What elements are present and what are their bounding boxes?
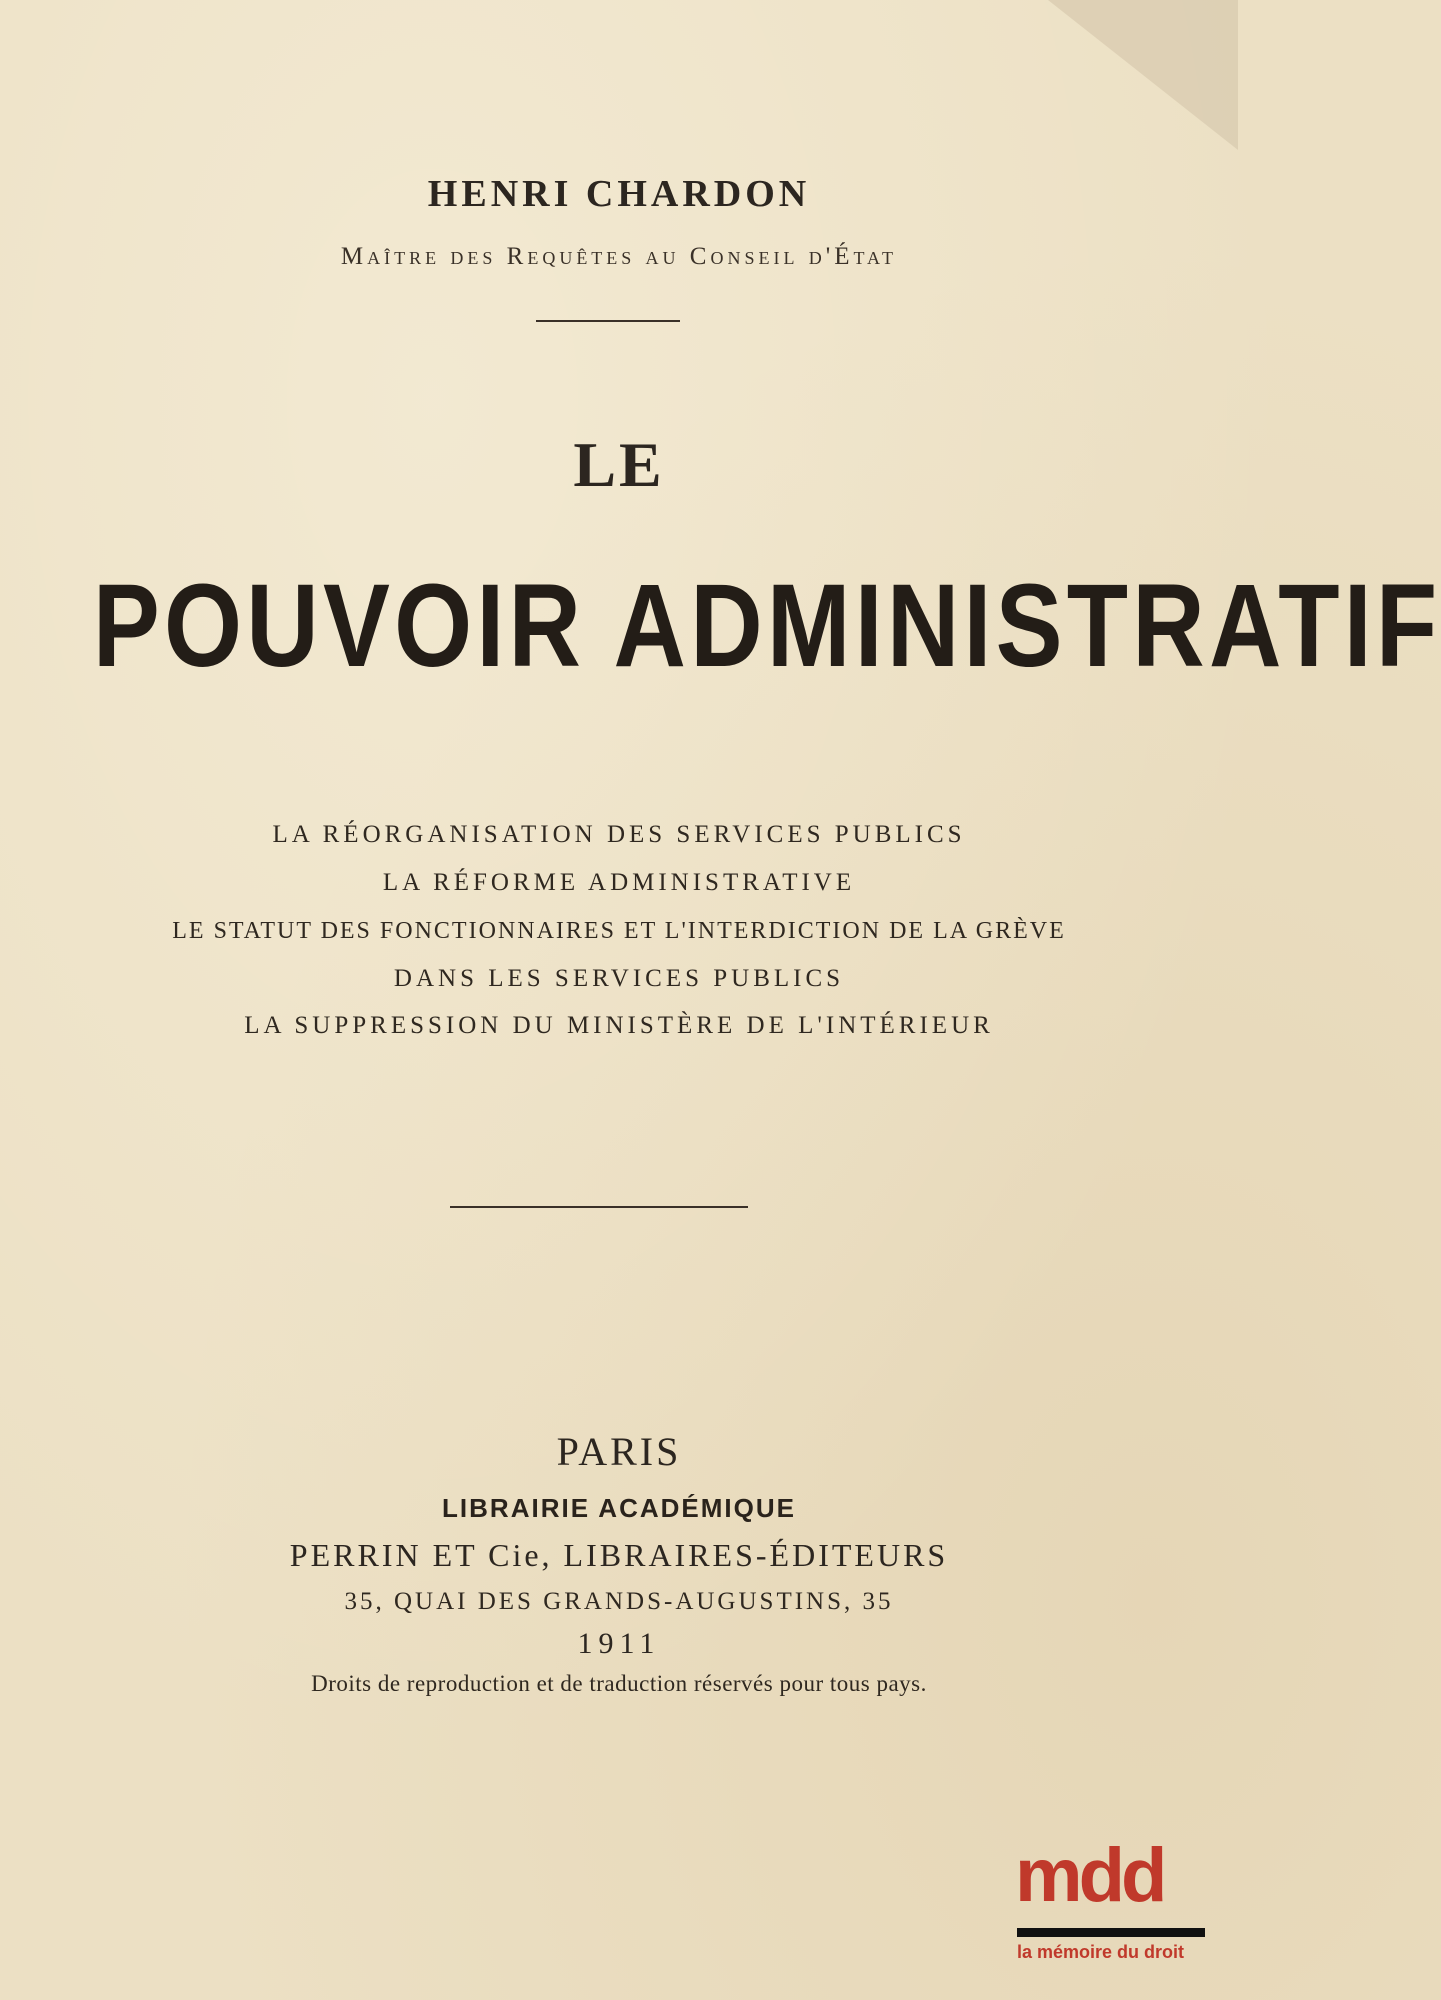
mdd-logo [1015,1833,1215,1968]
imprint-publisher: PERRIN ET Cie, LIBRAIRES-ÉDITEURS [289,1537,949,1573]
author-name: HENRI CHARDON [427,173,811,215]
subtitle-line: DANS LES SERVICES PUBLICS [393,965,845,992]
subtitle-line: LA RÉFORME ADMINISTRATIVE [382,869,856,896]
imprint-address: 35, QUAI DES GRANDS-AUGUSTINS, 35 [344,1588,894,1615]
subtitle-line: LA RÉORGANISATION DES SERVICES PUBLICS [272,821,966,848]
logo-mark: mdd [1015,1833,1164,1918]
author-title: Maître des Requêtes au Conseil d'État [340,243,898,270]
logo-text: la mémoire du droit [1017,1942,1185,1962]
title-article: LE [573,429,665,500]
page-corner-fold [1048,0,1238,150]
subtitle-line: LE STATUT DES FONCTIONNAIRES ET L'INTERDICTION DE LA GRÈVE [172,918,1066,944]
imprint-city: PARIS [556,1429,682,1474]
publication-year: 1911 [577,1627,661,1660]
rights-notice: Droits de reproduction et de traduction réservés pour tous pays. [311,1671,927,1696]
divider-top [536,320,680,322]
imprint-bookstore: LIBRAIRIE ACADÉMIQUE [442,1493,796,1523]
logo-bar [1017,1928,1205,1937]
divider-bottom [450,1206,748,1208]
subtitle-line: LA SUPPRESSION DU MINISTÈRE DE L'INTÉRIEUR [244,1012,994,1039]
main-title: POUVOIR ADMINISTRATIF [92,560,1441,692]
